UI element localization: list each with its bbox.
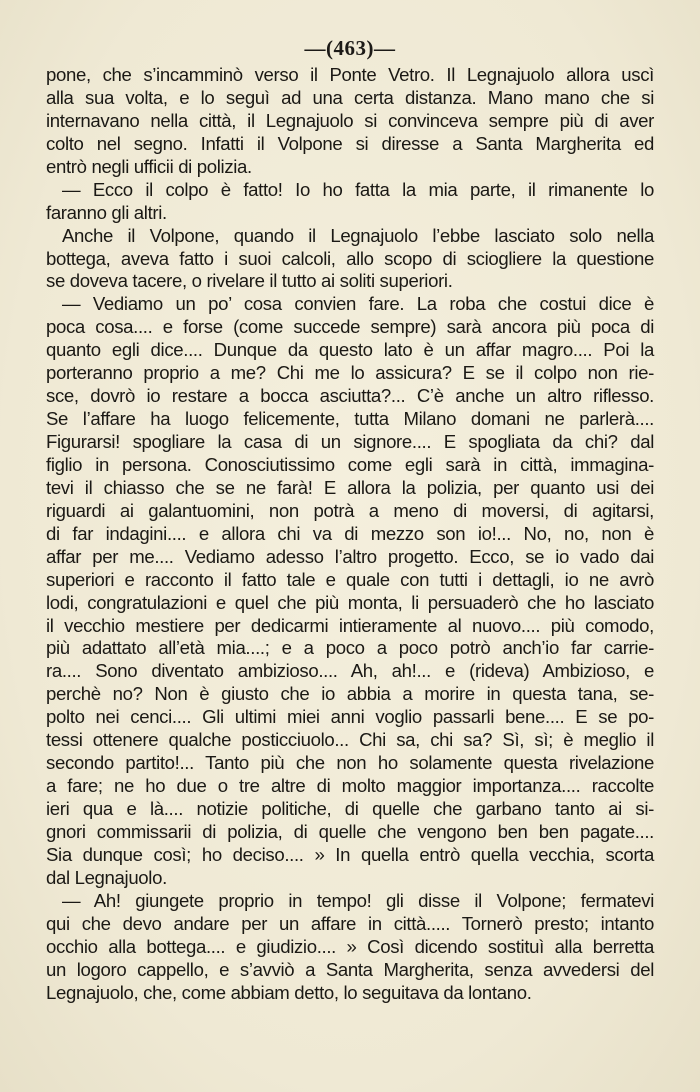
text-line: un logoro cappello, e s’avviò a Santa Margherita, senza avvedersi del (46, 958, 654, 980)
text-line: gnori commissarii di polizia, di quelle che vengono ben ben pagate.... (46, 820, 654, 842)
text-line: il vecchio mestiere per dedicarmi intieramente al nuovo.... più comodo, (46, 614, 654, 636)
text-line: a fare; ne ho due o tre altre di molto maggior importanza.... raccolte (46, 775, 654, 797)
text-line: tevi il chiasso che se ne farà! E allora la polizia, per quanto usi dei (46, 476, 654, 498)
text-line: superiori e racconto il fatto tale e quale con tutti i dettagli, io ne avrò (46, 568, 654, 590)
text-line: occhio alla bottega.... e giudizio.... » Così dicendo sostituì alla berretta (46, 935, 654, 957)
text-line: ieri qua e là.... notizie politiche, di quelle che garbano tanto ai si- (46, 798, 654, 819)
text-line: faranno gli altri. (46, 201, 167, 223)
text-line: dal Legnajuolo. (46, 866, 167, 888)
text-line: bottega, aveva fatto i suoi calcoli, allo scopo di sciogliere la questione (46, 247, 654, 269)
text-line: se doveva tacere, o rivelare il tutto ai soliti superiori. (46, 270, 453, 292)
text-line: quanto egli dice.... Dunque da questo lato è un affar magro.... Poi la (46, 339, 654, 361)
text-line: affar per me.... Vediamo adesso l’altro progetto. Ecco, se io vado dai (46, 545, 654, 567)
text-line: — Vediamo un po’ cosa convien fare. La roba che costui dice è (62, 293, 654, 315)
text-line: riguardi ai galantuomini, non potrà a meno di moversi, di agitarsi, (46, 499, 654, 521)
text-line: Se l’affare ha luogo felicemente, tutta Milano domani ne parlerà.... (46, 408, 654, 430)
text-line: Legnajuolo, che, come abbiam detto, lo seguitava da lontano. (46, 981, 532, 1003)
text-line: alla sua volta, e lo seguì ad una certa distanza. Mano mano che si (46, 86, 654, 108)
text-line: entrò negli ufficii di polizia. (46, 155, 252, 177)
text-line: colto nel segno. Infatti il Volpone si diresse a Santa Margherita ed (46, 132, 654, 154)
text-line: — Ah! giungete proprio in tempo! gli disse il Volpone; fermatevi (62, 889, 654, 911)
text-line: internavano nella città, il Legnajuolo si convinceva sempre più di aver (46, 109, 654, 131)
text-line: poca cosa.... e forse (come succede sempre) sarà ancora più poca di (46, 316, 654, 338)
text-line: secondo partito!... Tanto più che non ho solamente questa rivelazione (46, 752, 654, 774)
body-text (46, 64, 654, 1004)
text-line: lodi, congratulazioni e quel che più monta, li persuaderò che ho lasciato (46, 591, 654, 613)
text-line: qui che devo andare per un affare in città..... Tornerò presto; intanto (46, 912, 654, 934)
page-number: —(463)— (304, 36, 396, 60)
text-line: polto nei cenci.... Gli ultimi miei anni voglio passarli bene.... E se po- (46, 706, 654, 728)
text-line: figlio in persona. Conosciutissimo come egli sarà in città, immagina- (46, 453, 654, 475)
text-line: ra.... Sono diventato ambizioso.... Ah, ah!... e (rideva) Ambizioso, e (46, 660, 654, 682)
text-line: porteranno proprio a me? Chi me lo assicura? E se il colpo non rie- (46, 362, 654, 384)
text-line: Sia dunque così; ho deciso.... » In quella entrò quella vecchia, scorta (46, 843, 654, 865)
text-line: pone, che s’incamminò verso il Ponte Vetro. Il Legnajuolo allora uscì (46, 64, 654, 85)
text-line: più adattato all’età mia....; e a poco a poco potrò anch’io far carrie- (46, 637, 654, 659)
text-line: perchè no? Non è giusto che io abbia a morire in questa tana, se- (46, 683, 654, 705)
text-line: tessi ottenere qualche posticciuolo... Chi sa, chi sa? Sì, sì; è meglio il (46, 729, 654, 751)
text-line: Anche il Volpone, quando il Legnajuolo l’ebbe lasciato solo nella (62, 224, 654, 246)
text-line: — Ecco il colpo è fatto! Io ho fatta la mia parte, il rimanente lo (62, 178, 654, 200)
text-line: sce, dovrò io restare a bocca asciutta?... C’è anche un altro riflesso. (46, 385, 654, 407)
text-line: di far indagini.... e allora chi va di mezzo son io!... No, no, non è (46, 522, 654, 544)
text-line: Figurarsi! spogliare la casa di un signore.... E spogliata da chi? dal (46, 431, 654, 452)
